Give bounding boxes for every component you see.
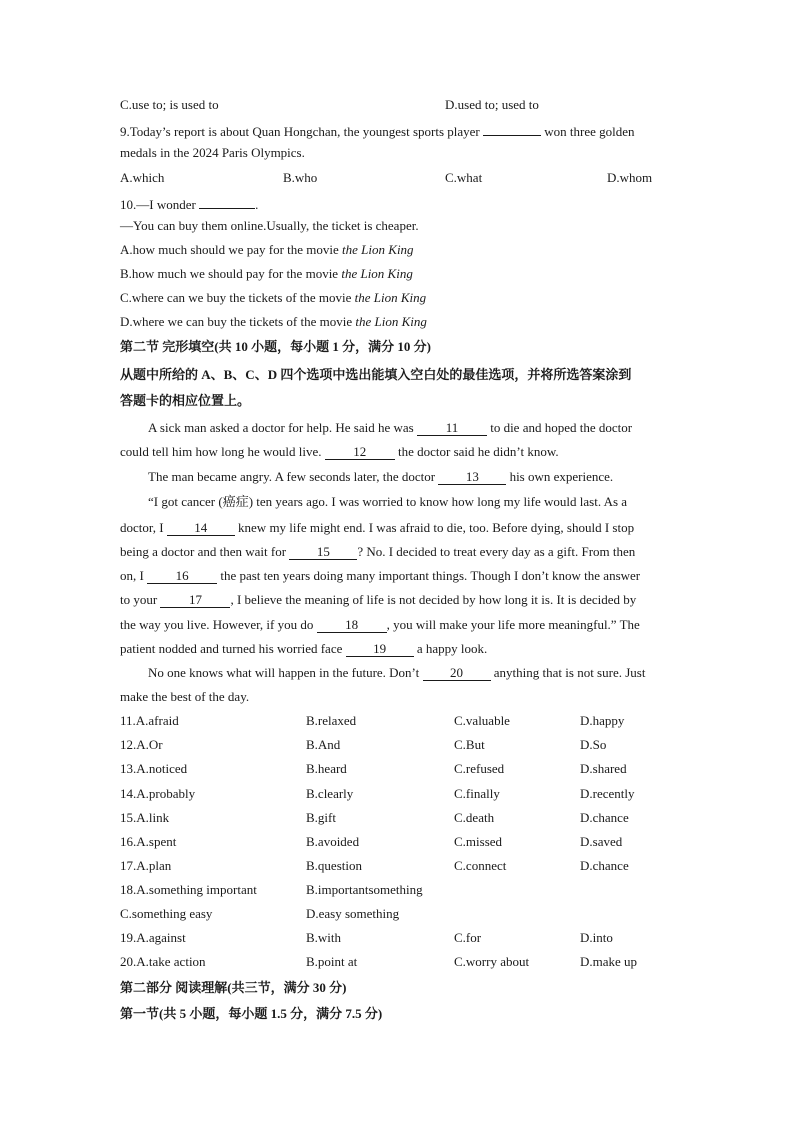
passage-text: The man became angry. A few seconds later, the doctor (148, 469, 436, 484)
passage-line (148, 469, 613, 485)
passage-text: his own experience. (509, 469, 614, 484)
blank-19: 19 (346, 642, 414, 657)
q18-option-b: B.importantsomething (306, 882, 423, 897)
passage-text: on, I (120, 568, 144, 583)
cloze-option: D.recently (580, 785, 635, 801)
q9-stem-text-end: won three golden (544, 124, 635, 139)
cloze-option: C.connect (454, 858, 507, 874)
blank-13: 13 (438, 470, 506, 485)
q10-option-d-text: D.where we can buy the tickets of the movie (120, 314, 356, 329)
section2-instruction: 从题中所给的 A、B、C、D 四个选项中选出能填入空白处的最佳选项，并将所选答案涂到 (120, 367, 632, 382)
q10-option-a (120, 242, 414, 258)
cloze-option: C.for (454, 930, 482, 945)
passage-text: , I believe the meaning of life is not decided by how long it is. It is decided by (230, 592, 637, 607)
q9-stem-text: 9.Today’s report is about Quan Hongchan, the youngest sports player (120, 124, 480, 139)
q10-option-c (120, 290, 426, 306)
q10-option-d-title: the Lion King (355, 314, 427, 329)
q10-option-a-title: the Lion King (342, 242, 414, 257)
passage-line (120, 641, 487, 657)
passage-line (148, 420, 632, 436)
passage-text: doctor, I (120, 520, 164, 535)
q10-option-b-text: B.how much we should pay for the movie (120, 266, 342, 281)
passage-line (120, 544, 635, 560)
cloze-option: B.clearly (306, 785, 354, 801)
passage-line (148, 665, 645, 681)
cloze-option: C.missed (454, 834, 503, 849)
section2-instruction-cont: 答题卡的相应位置上。 (120, 393, 251, 408)
cloze-option: C.valuable (454, 713, 510, 728)
cloze-option: D.So (580, 737, 607, 753)
q9-blank (483, 121, 541, 136)
passage-line: “I got cancer (癌症) ten years ago. I was worried to know how long my life would last. As a (148, 494, 628, 509)
q9-stem-line2: medals in the 2024 Paris Olympics. (120, 145, 305, 160)
passage-line (120, 592, 636, 608)
passage-line (120, 568, 640, 584)
passage-text: the way you live. However, if you do (120, 617, 314, 632)
q10-option-a-text: A.how much should we pay for the movie (120, 242, 343, 257)
passage-text: to die and hoped the doctor (490, 420, 633, 435)
passage-text: the doctor said he didn’t know. (397, 444, 559, 459)
q9-option-c: C.what (445, 170, 483, 185)
cloze-option: D.chance (580, 809, 629, 825)
blank-12: 12 (325, 445, 395, 460)
blank-18: 18 (317, 618, 387, 633)
passage-text: patient nodded and turned his worried face (120, 641, 343, 656)
cloze-option: 17.A.plan (120, 858, 172, 874)
blank-14: 14 (167, 521, 235, 536)
cloze-option: B.gift (306, 809, 336, 825)
passage-text: knew my life might end. I was afraid to die, too. Before dying, should I stop (238, 520, 635, 535)
passage-text: , you will make your life more meaningful.” The (386, 617, 640, 632)
cloze-option: 12.A.Or (120, 737, 163, 753)
q10-response: —You can buy them online.Usually, the ticket is cheaper. (120, 218, 419, 233)
passage-text: ? No. I decided to treat every day as a gift. From then (357, 544, 636, 559)
q10-option-c-title: the Lion King (354, 290, 427, 305)
passage-text: No one knows what will happen in the future. Don’t (148, 665, 420, 680)
q18-option-a: 18.A.something important (120, 882, 257, 897)
cloze-option: 19.A.against (120, 930, 186, 945)
q18-option-c: C.something easy (120, 906, 213, 921)
q10-option-b-title: the Lion King (341, 266, 413, 281)
cloze-option: C.death (454, 809, 495, 825)
passage-text: the past ten years doing many important things. Though I don’t know the answer (220, 568, 641, 583)
blank-20: 20 (423, 666, 491, 681)
blank-15: 15 (289, 545, 357, 560)
cloze-option: D.into (580, 930, 613, 945)
cloze-option: B.point at (306, 954, 358, 970)
q9-option-d: D.whom (607, 170, 653, 185)
cloze-option: 11.A.afraid (120, 713, 179, 728)
passage-line: make the best of the day. (120, 689, 250, 704)
cloze-option: C.But (454, 737, 485, 753)
passage-text: a happy look. (416, 641, 488, 656)
cloze-option: D.shared (580, 761, 627, 777)
section2-heading: 第二节 完形填空(共 10 小题，每小题 1 分，满分 10 分) (120, 339, 431, 354)
cloze-option: 16.A.spent (120, 834, 177, 849)
part2-heading: 第二部分 阅读理解(共三节，满分 30 分) (120, 980, 347, 995)
cloze-option: D.happy (580, 713, 625, 728)
cloze-option: 13.A.noticed (120, 761, 188, 777)
q10-stem (120, 194, 258, 213)
blank-11: 11 (417, 421, 487, 436)
q18-option-d: D.easy something (306, 906, 400, 921)
q10-option-c-text: C.where can we buy the tickets of the movie (120, 290, 355, 305)
cloze-option: B.question (306, 858, 362, 874)
cloze-option: C.worry about (454, 954, 530, 970)
blank-16: 16 (147, 569, 217, 584)
passage-line (120, 520, 634, 536)
passage-text: being a doctor and then wait for (120, 544, 287, 559)
cloze-option: C.finally (454, 785, 500, 801)
passage-line (120, 444, 559, 460)
q10-option-d (120, 314, 427, 330)
cloze-option: B.with (306, 930, 342, 945)
q8-option-d: D.used to; used to (445, 97, 539, 112)
cloze-option: C.refused (454, 761, 505, 777)
q9-stem (120, 121, 635, 140)
cloze-option: 20.A.take action (120, 954, 206, 970)
passage-text: A sick man asked a doctor for help. He said he was (148, 420, 414, 435)
q9-option-a: A.which (120, 170, 165, 185)
cloze-option: B.avoided (306, 834, 360, 849)
cloze-option: B.heard (306, 761, 347, 777)
cloze-option: B.relaxed (306, 713, 357, 728)
cloze-option: B.And (306, 737, 341, 753)
cloze-option: D.make up (580, 954, 638, 970)
q10-stem-end: . (255, 197, 259, 212)
cloze-option: D.chance (580, 858, 629, 874)
q10-stem-text: 10.—I wonder (120, 197, 196, 212)
cloze-option: 15.A.link (120, 809, 170, 825)
q10-blank (199, 194, 255, 209)
passage-text: to your (120, 592, 158, 607)
cloze-option: 14.A.probably (120, 785, 196, 801)
q10-option-b (120, 266, 413, 282)
q8-option-c: C.use to; is used to (120, 97, 219, 112)
blank-17: 17 (160, 593, 230, 608)
cloze-option: D.saved (580, 834, 623, 849)
passage-text: anything that is not sure. Just (493, 665, 646, 680)
part2-subheading: 第一节(共 5 小题，每小题 1.5 分，满分 7.5 分) (120, 1006, 383, 1021)
q9-option-b: B.who (283, 170, 318, 185)
passage-line (120, 617, 640, 633)
passage-text: could tell him how long he would live. (120, 444, 322, 459)
